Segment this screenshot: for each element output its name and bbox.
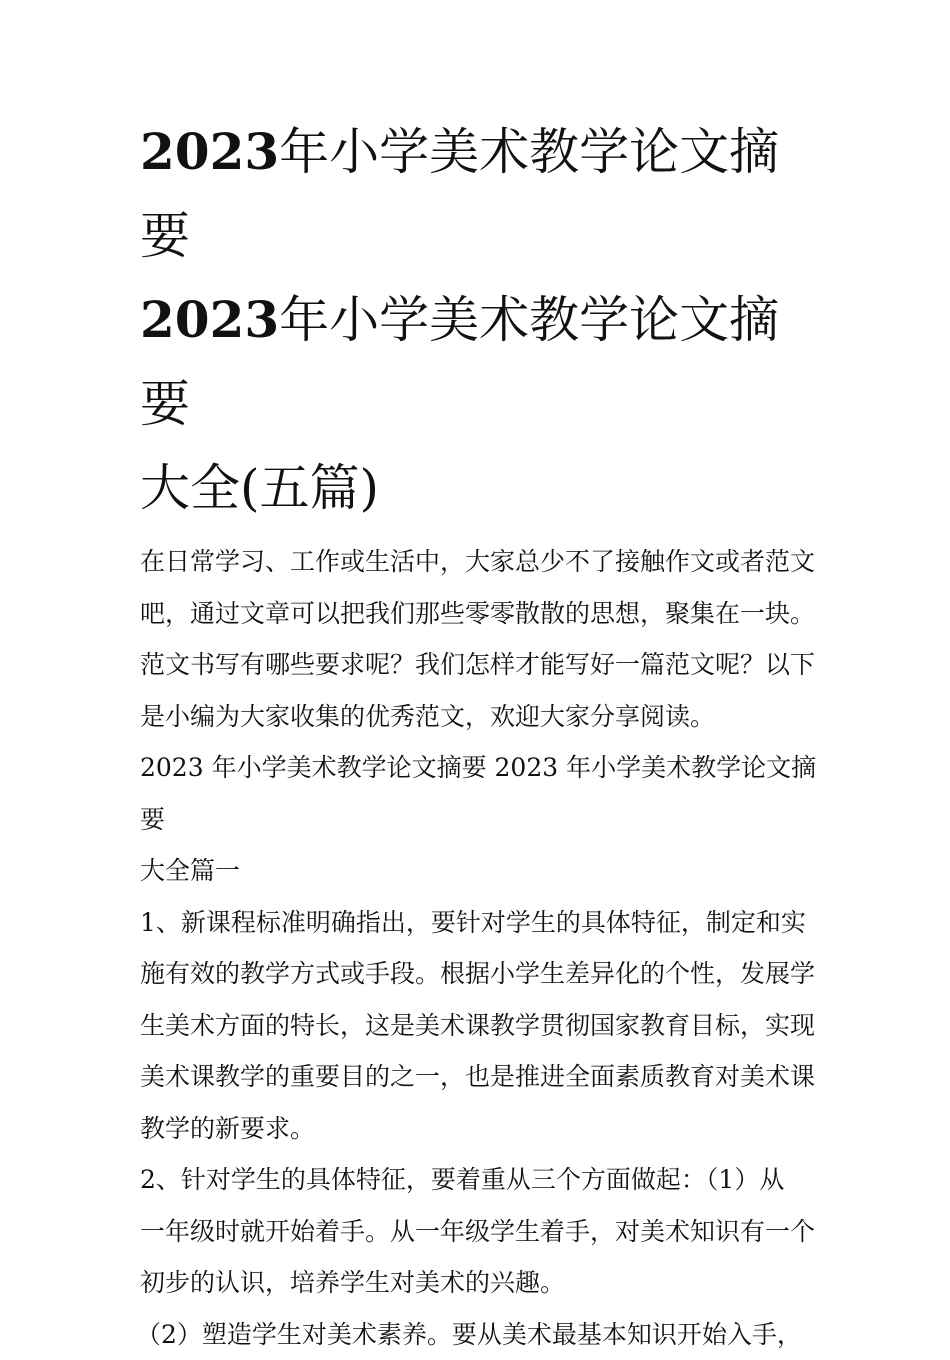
- document-body: [140, 536, 820, 1360]
- paragraph-point-1: 1、新课程标准明确指出，要针对学生的具体特征，制定和实 施有效的教学方式或手段。根据小学生差异化的个性，发展学 生美术方面的特长，这是美术课教学贯彻国家教育目标，实现 美术课教学的重要目的之一，也是推进全面素质教育对美术课 教学的新要求。: [140, 897, 820, 1155]
- title-line-2-text: 年小学美术教学论文摘要: [140, 291, 779, 433]
- document-page: [140, 110, 820, 1360]
- title-line-2-year: 2023: [140, 290, 279, 349]
- paragraph-intro: 在日常学习、工作或生活中，大家总少不了接触作文或者范文 吧，通过文章可以把我们那些零零散散的思想，聚集在一块。 范文书写有哪些要求呢？我们怎样才能写好一篇范文呢？以下 是小编为大家收集的优秀范文，欢迎大家分享阅读。: [140, 536, 820, 742]
- document-title: [140, 110, 820, 530]
- paragraph-point-2: 2、针对学生的具体特征，要着重从三个方面做起：（1）从 一年级时就开始着手。从一年级学生着手，对美术知识有一个 初步的认识，培养学生对美术的兴趣。: [140, 1154, 820, 1309]
- title-line-1-year: 2023: [140, 122, 279, 181]
- title-line-1: [140, 123, 779, 265]
- title-line-1-text: 年小学美术教学论文摘要: [140, 123, 779, 265]
- title-line-3: 大全(五篇): [140, 459, 379, 517]
- paragraph-section-heading: 2023 年小学美术教学论文摘要 2023 年小学美术教学论文摘要 大全篇一: [140, 742, 820, 897]
- title-line-2: [140, 291, 779, 433]
- paragraph-point-2-sub-2: （2）塑造学生对美术素养。要从美术最基本知识开始入手，: [136, 1309, 820, 1360]
